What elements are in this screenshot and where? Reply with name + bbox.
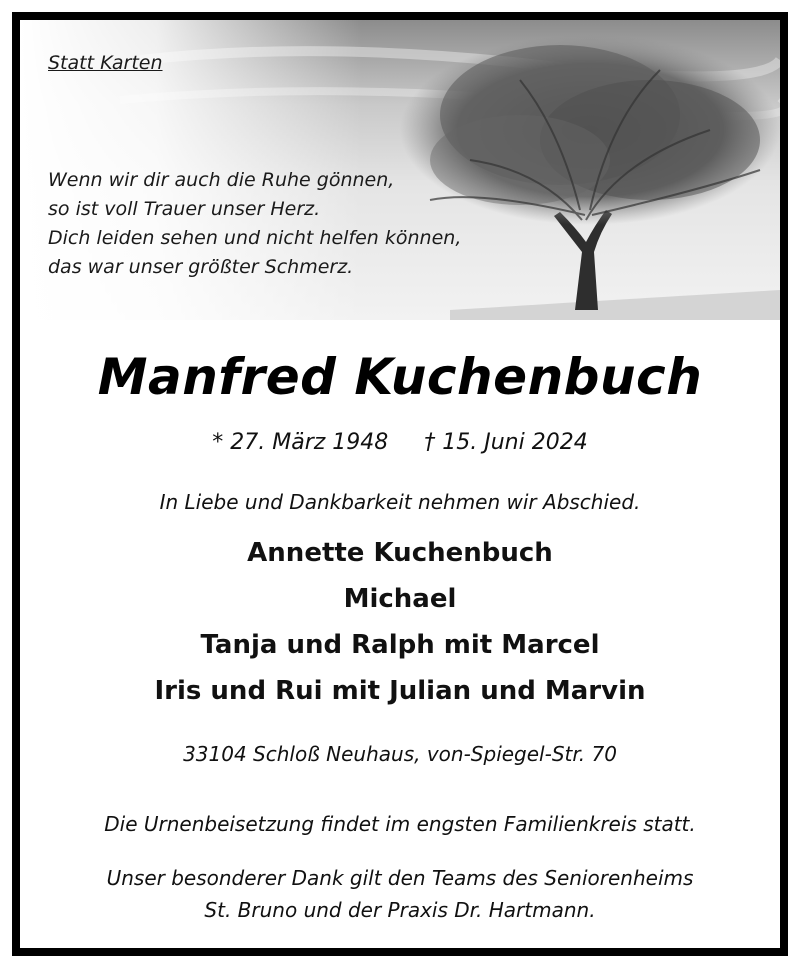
- deceased-name: Manfred Kuchenbuch: [97, 348, 703, 406]
- winter-tree-banner: [20, 20, 780, 320]
- birth-date: * 27. März 1948: [212, 430, 389, 455]
- address: 33104 Schloß Neuhaus, von-Spiegel-Str. 70: [183, 742, 617, 766]
- family-list: [20, 530, 780, 714]
- death-date: † 15. Juni 2024: [424, 430, 588, 455]
- statt-karten-label: Statt Karten: [48, 52, 163, 74]
- farewell-text: In Liebe und Dankbarkeit nehmen wir Abschied.: [159, 490, 641, 514]
- life-dates: [20, 430, 780, 455]
- family-member: Tanja und Ralph mit Marcel: [200, 630, 600, 660]
- family-member: Iris und Rui mit Julian und Marvin: [154, 676, 646, 706]
- poem-line: das war unser größter Schmerz.: [48, 256, 354, 278]
- thanks-line: St. Bruno und der Praxis Dr. Hartmann.: [204, 898, 596, 922]
- poem-line: Dich leiden sehen und nicht helfen können,: [48, 227, 462, 249]
- poem: [48, 166, 461, 282]
- thanks-note: [20, 862, 780, 926]
- poem-line: Wenn wir dir auch die Ruhe gönnen,: [48, 169, 395, 191]
- family-member: Annette Kuchenbuch: [247, 538, 553, 568]
- obituary-notice: [12, 12, 788, 956]
- family-member: Michael: [343, 584, 457, 614]
- burial-note: Die Urnenbeisetzung findet im engsten Familienkreis statt.: [104, 812, 696, 836]
- poem-line: so ist voll Trauer unser Herz.: [48, 198, 321, 220]
- thanks-line: Unser besonderer Dank gilt den Teams des Seniorenheims: [106, 866, 694, 890]
